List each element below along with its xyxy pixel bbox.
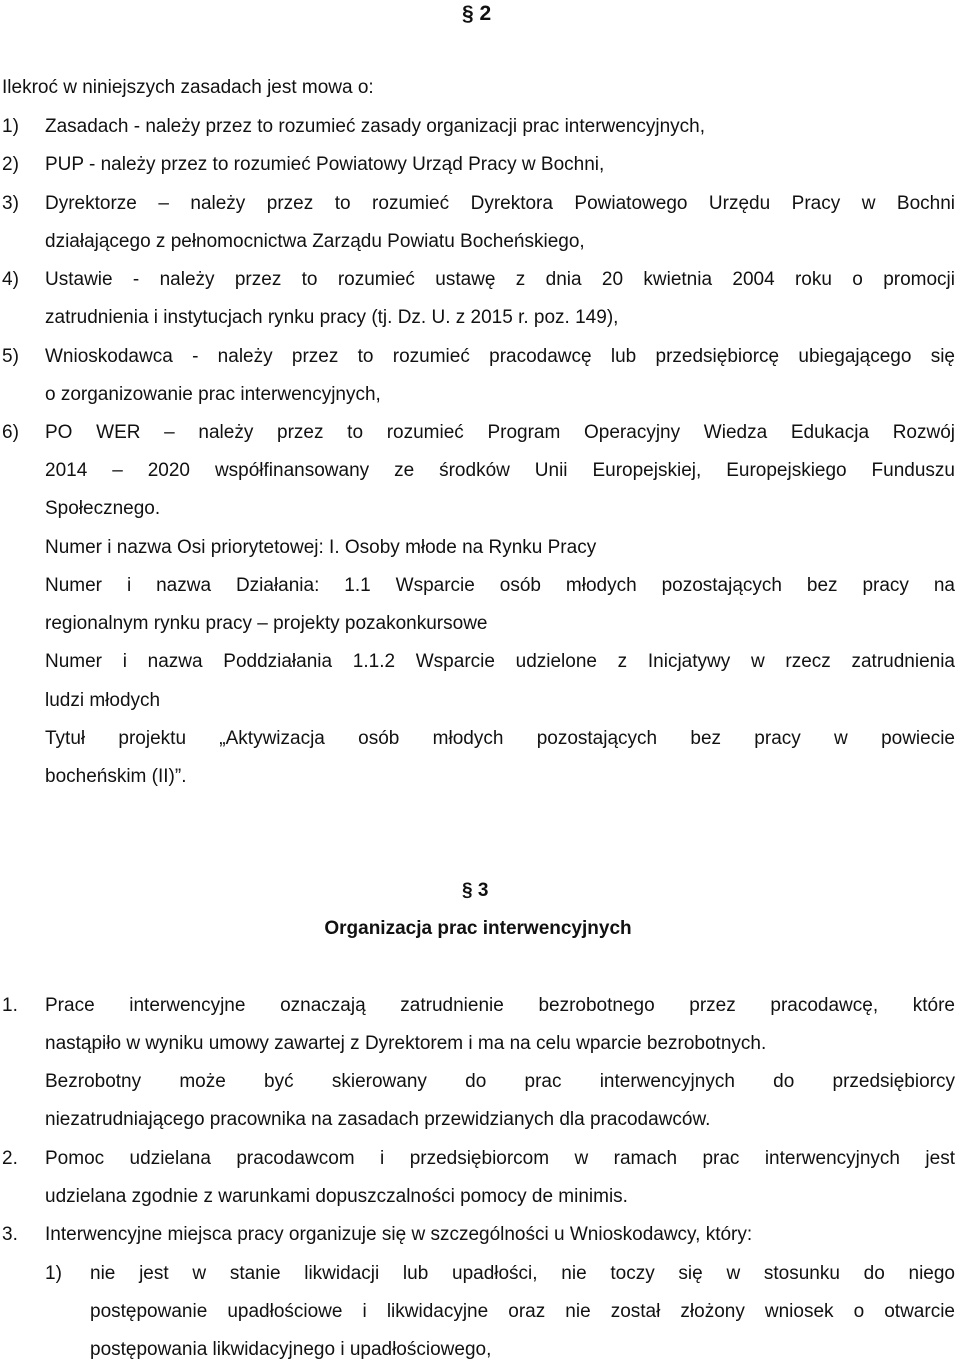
list-item-text: 2014 – 2020 współfinansowany ze środków Unii Europejskiej, Europejskiego Funduszu [45, 460, 955, 481]
list-item-text: Interwencyjne miejsca pracy organizuje się w szczególności u Wnioskodawcy, który: [45, 1224, 753, 1245]
priority-axis-line: Numer i nazwa Osi priorytetowej: I. Osoby młode na Rynku Pracy [45, 537, 597, 558]
sub-action-line: ludzi młodych [45, 690, 161, 711]
list-item-text: Ustawie - należy przez to rozumieć ustawę z dnia 20 kwietnia 2004 roku o promocji [45, 269, 955, 290]
list-item-number: 4) [2, 269, 19, 290]
list-item-number: 1. [2, 995, 18, 1016]
list-item-text: Dyrektorze – należy przez to rozumieć Dyrektora Powiatowego Urzędu Pracy w Bochni [45, 193, 955, 214]
list-item-text: nastąpiło w wyniku umowy zawartej z Dyrektorem i ma na celu wparcie bezrobotnych. [45, 1033, 767, 1054]
sub-item-text: nie jest w stanie likwidacji lub upadłości, nie toczy się w stosunku do niego [90, 1263, 955, 1284]
list-item-text: Zasadach - należy przez to rozumieć zasady organizacji prac interwencyjnych, [45, 116, 706, 137]
sub-item-text: postępowania likwidacyjnego i upadłościowego, [90, 1339, 492, 1360]
list-item-number: 1) [2, 116, 19, 137]
list-item-text: PUP - należy przez to rozumieć Powiatowy Urząd Pracy w Bochni, [45, 154, 605, 175]
sub-item-text: postępowanie upadłościowe i likwidacyjne oraz nie został złożony wniosek o otwarcie [90, 1301, 955, 1322]
list-item-text: Prace interwencyjne oznaczają zatrudnienie bezrobotnego przez pracodawcę, które [45, 995, 955, 1016]
list-item-number: 2. [2, 1148, 18, 1169]
list-item-text: o zorganizowanie prac interwencyjnych, [45, 384, 381, 405]
action-line: Numer i nazwa Działania: 1.1 Wsparcie osób młodych pozostających bez pracy na [45, 575, 955, 596]
list-item-text: Bezrobotny może być skierowany do prac interwencyjnych do przedsiębiorcy [45, 1071, 955, 1092]
list-item-text: Wnioskodawca - należy przez to rozumieć pracodawcę lub przedsiębiorcę ubiegającego się [45, 346, 955, 367]
sub-action-line: Numer i nazwa Poddziałania 1.1.2 Wsparcie udzielone z Inicjatywy w rzecz zatrudnienia [45, 651, 955, 672]
section-3-heading: § 3 [462, 880, 489, 901]
action-line: regionalnym rynku pracy – projekty pozakonkursowe [45, 613, 488, 634]
project-title-line: bocheńskim (II)”. [45, 766, 187, 787]
section-2-heading: § 2 [462, 2, 492, 25]
list-item-text: PO WER – należy przez to rozumieć Program Operacyjny Wiedza Edukacja Rozwój [45, 422, 955, 443]
section-2-intro: Ilekroć w niniejszych zasadach jest mowa o: [2, 77, 374, 98]
list-item-text: udzielana zgodnie z warunkami dopuszczalności pomocy de minimis. [45, 1186, 628, 1207]
section-3-title: Organizacja prac interwencyjnych [324, 918, 632, 939]
list-item-number: 5) [2, 346, 19, 367]
list-item-number: 3) [2, 193, 19, 214]
project-title-line: Tytuł projektu „Aktywizacja osób młodych pozostających bez pracy w powiecie [45, 728, 955, 749]
sub-item-number: 1) [45, 1263, 62, 1284]
list-item-number: 6) [2, 422, 19, 443]
list-item-text: Społecznego. [45, 498, 161, 519]
list-item-text: Pomoc udzielana pracodawcom i przedsiębiorcom w ramach prac interwencyjnych jest [45, 1148, 955, 1169]
list-item-text: zatrudnienia i instytucjach rynku pracy (tj. Dz. U. z 2015 r. poz. 149), [45, 307, 619, 328]
list-item-text: niezatrudniającego pracownika na zasadach przewidzianych dla pracodawców. [45, 1109, 711, 1130]
list-item-number: 2) [2, 154, 19, 175]
list-item-text: działającego z pełnomocnictwa Zarządu Powiatu Bocheńskiego, [45, 231, 585, 252]
list-item-number: 3. [2, 1224, 18, 1245]
